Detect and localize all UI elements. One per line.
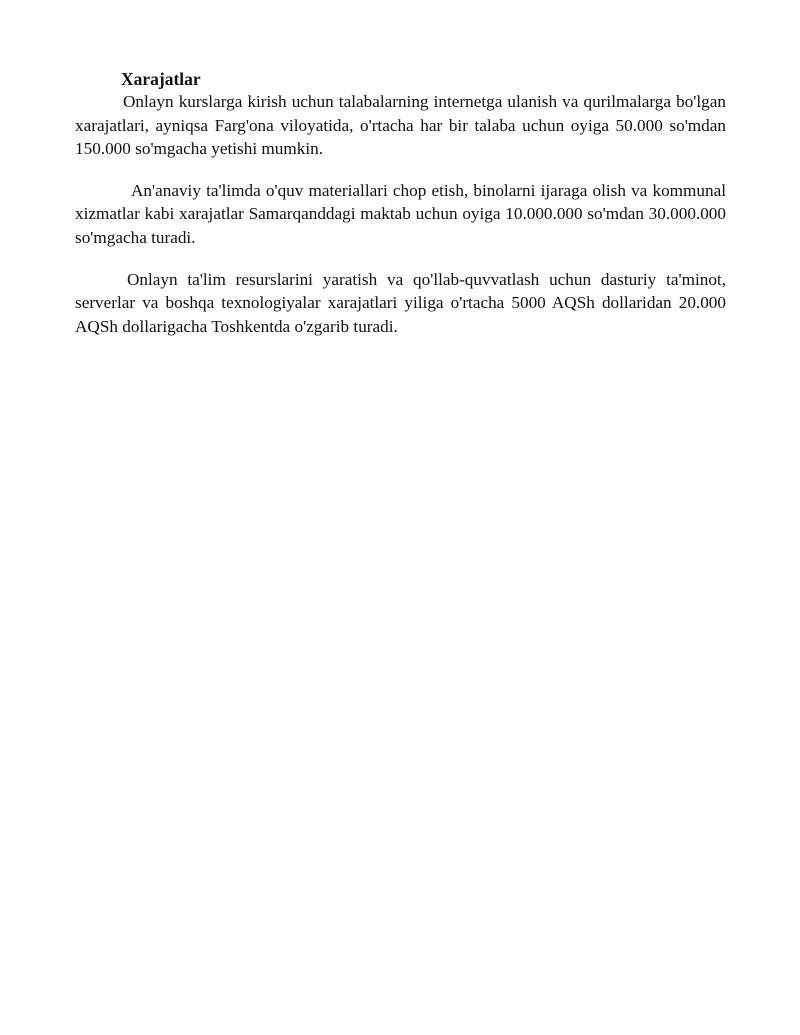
paragraph-technology-costs: Onlayn ta'lim resurslarini yaratish va qo'llab-quvvatlash uchun dasturiy ta'minot, serverlar va boshqa texnologiyalar xarajatlari yiliga o'rtacha 5000 AQSh dollaridan 20.000 AQSh dollarigacha Toshkentda o'zgarib turadi. <box>75 269 726 336</box>
paragraph-traditional-costs: An'anaviy ta'limda o'quv materiallari chop etish, binolarni ijaraga olish va kommunal xizmatlar kabi xarajatlar Samarqanddagi maktab uchun oyiga 10.000.000 so'mdan 30.000.000 so'mgacha turadi. <box>75 180 726 247</box>
section-heading: Xarajatlar <box>121 69 201 89</box>
paragraph-internet-costs: Onlayn kurslarga kirish uchun talabalarning internetga ulanish va qurilmalarga bo'lgan xarajatlari, ayniqsa Farg'ona viloyatida, o'rtacha har bir talaba uchun oyiga 50.000 so'mdan 150.000 so'mgacha yetishi mumkin. <box>75 92 726 159</box>
document-body <box>75 68 726 338</box>
